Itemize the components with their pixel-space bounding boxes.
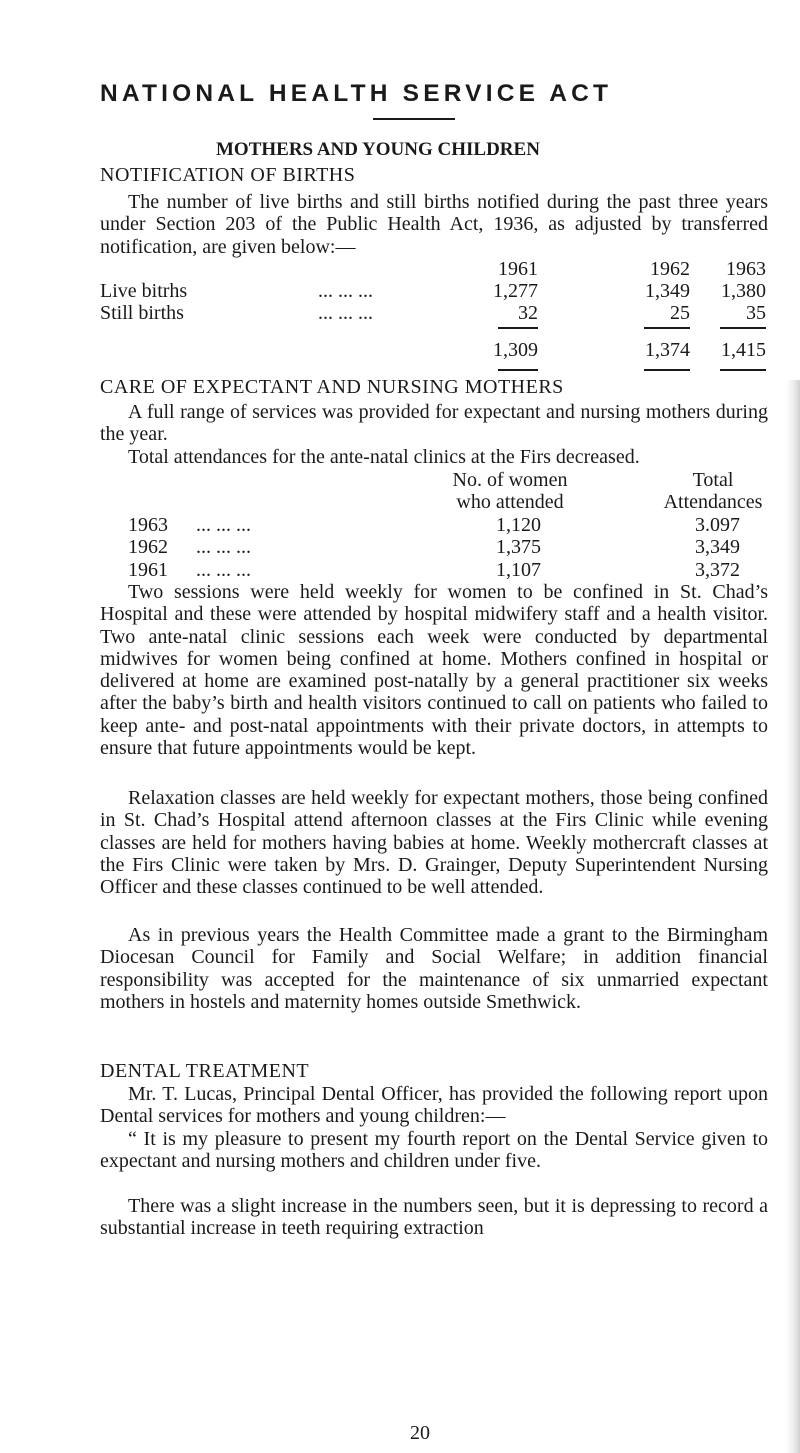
attendance-total: 3,372 [695,559,740,581]
total-rule-bottom [720,369,766,371]
births-year-1961: 1961 [498,258,538,280]
births-row-leader: ... ... ... [318,280,373,302]
births-cell: 1,277 [493,280,538,302]
births-total: 1,415 [721,339,766,361]
attendance-total: 3,349 [695,536,740,558]
care-heading: CARE OF EXPECTANT AND NURSING MOTHERS [100,376,564,398]
births-cell: 32 [518,302,538,324]
attendance-women: 1,120 [496,514,541,536]
attendance-year: 1963 [128,514,168,536]
births-row-leader: ... ... ... [318,302,373,324]
dental-paragraph: Mr. T. Lucas, Principal Dental Officer, has provided the following report upon Dental services for mothers and young children:— [100,1083,768,1128]
dental-heading: DENTAL TREATMENT [100,1060,310,1082]
notification-heading: NOTIFICATION OF BIRTHS [100,164,356,186]
births-total: 1,374 [645,339,690,361]
dental-paragraph: “ It is my pleasure to present my fourth report on the Dental Service given to expectant and nursing mothers and children under five. [100,1128,768,1173]
attendance-leader: ... ... ... [196,559,251,581]
attendance-col-header: No. of women [452,469,568,491]
births-cell: 35 [746,302,766,324]
page-edge-shadow [786,380,800,1453]
header-rule [373,118,455,120]
page-header-title: NATIONAL HEALTH SERVICE ACT [100,80,613,107]
births-year-1962: 1962 [650,258,690,280]
care-paragraph: Total attendances for the ante-natal clinics at the Firs decreased. [128,446,640,468]
births-cell: 1,349 [645,280,690,302]
births-cell: 1,380 [721,280,766,302]
births-total: 1,309 [493,339,538,361]
section-title: MOTHERS AND YOUNG CHILDREN [216,139,540,160]
care-paragraph: Relaxation classes are held weekly for expectant mothers, those being confined in St. Chad’s Hospital attend afternoon classes at the Firs Clinic while evening classes are held for mothers having babies at home. Weekly mothercraft classes at the Firs Clinic were taken by Mrs. D. Grainger, Deputy Superintendent Nursing Officer and these classes continued to be well attended. [100,787,768,899]
attendance-women: 1,107 [496,559,541,581]
attendance-women: 1,375 [496,536,541,558]
care-paragraph: As in previous years the Health Committee made a grant to the Birmingham Diocesan Council for Family and Social Welfare; in addition financial responsibility was accepted for the maintenance of six unmarried expectant mothers in hostels and maternity homes outside Smethwick. [100,924,768,1013]
attendance-leader: ... ... ... [196,514,251,536]
page-number: 20 [410,1422,430,1444]
births-row-label: Still births [100,302,184,324]
care-paragraph: Two sessions were held weekly for women to be confined in St. Chad’s Hospital and these were attended by hospital midwifery staff and a health visitor. Two ante-natal clinic sessions each week were conducted by departmental midwives for women being confined at home. Mothers confined in hospital or delivered at home are examined post-natally by a general practitioner six weeks after the baby’s birth and health visitors continued to call on patients who failed to keep ante- and post-natal appointments with their private doctors, in attempts to ensure that future appointments would be kept. [100,581,768,760]
total-rule-bottom [498,369,538,371]
attendance-total: 3.097 [695,514,740,536]
attendance-col-header: Attendances [663,491,763,513]
total-rule-bottom [644,369,690,371]
notification-intro: The number of live births and still births notified during the past three years under Section 203 of the Public Health Act, 1936, as adjusted by transferred notification, are given below:— [100,191,768,258]
total-rule-top [644,327,690,329]
attendance-year: 1961 [128,559,168,581]
total-rule-top [720,327,766,329]
births-year-1963: 1963 [726,258,766,280]
care-paragraph: A full range of services was provided for expectant and nursing mothers during the year. [100,401,768,446]
births-cell: 25 [670,302,690,324]
dental-paragraph: There was a slight increase in the numbers seen, but it is depressing to record a substantial increase in teeth requiring extraction [100,1195,768,1240]
attendance-col-header: Total [692,469,734,491]
attendance-year: 1962 [128,536,168,558]
births-row-label: Live bitrhs [100,280,188,302]
total-rule-top [498,327,538,329]
attendance-leader: ... ... ... [196,536,251,558]
attendance-col-header: who attended [456,491,564,513]
